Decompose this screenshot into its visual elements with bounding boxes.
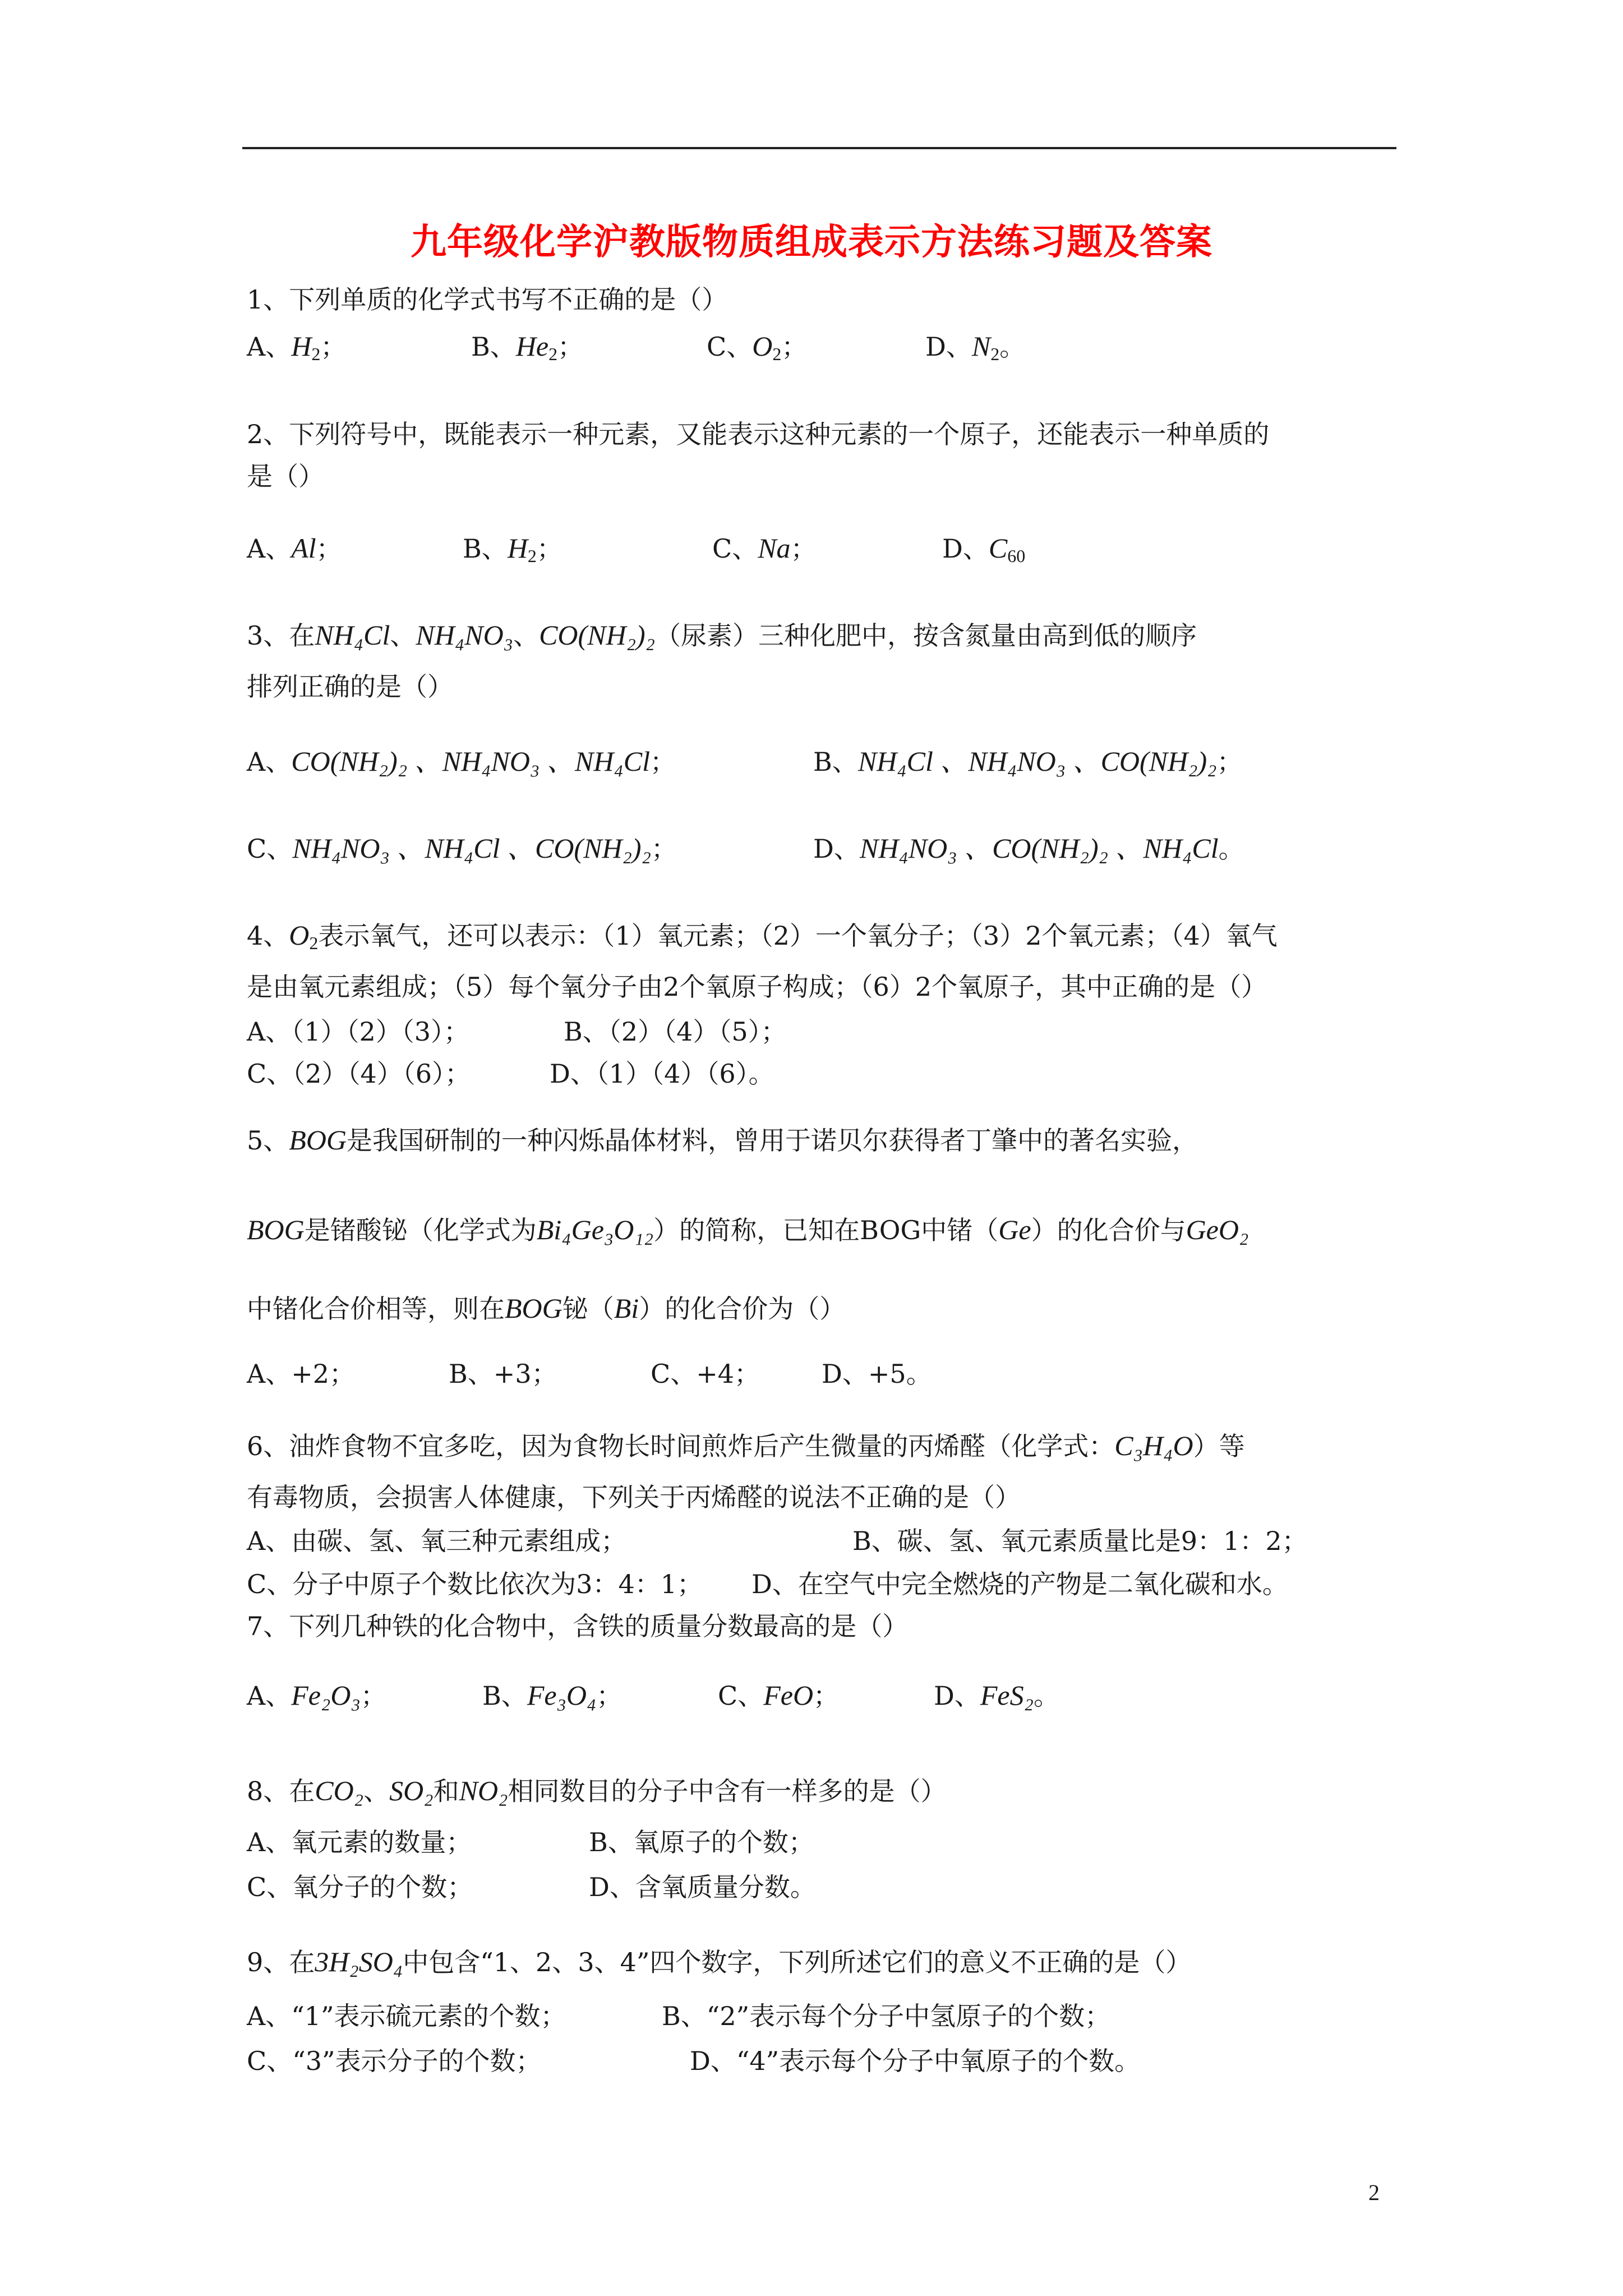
page-number: 2 <box>1368 2180 1380 2205</box>
q7-stem: 7、下列几种铁的化合物中，含铁的质量分数最高的是（） <box>247 1611 909 1641</box>
q2-stem-1: 2、下列符号中，既能表示一种元素，又能表示这种元素的一个原子，还能表示一种单质的 <box>247 419 1270 449</box>
q6-stem-1: 6、油炸食物不宜多吃，因为食物长时间煎炸后产生微量的丙烯醛（化学式：C₃H₄O）等 <box>247 1430 1245 1461</box>
q1-stem: 1、下列单质的化学式书写不正确的是（） <box>247 284 728 315</box>
q6-stem-2: 有毒物质，会损害人体健康，下列关于丙烯醛的说法不正确的是（） <box>247 1482 1021 1512</box>
q2-stem-2: 是（） <box>247 461 324 491</box>
q5-stem-3: 中锗化合价相等，则在BOG铋（Bi）的化合价为（） <box>247 1292 846 1324</box>
document-title: 九年级化学沪教版物质组成表示方法练习题及答案 <box>411 221 1212 263</box>
q4-stem-2: 是由氧元素组成；（5）每个氧分子由2个氧原子构成；（6）2个氧原子，其中正确的是（） <box>247 972 1267 1002</box>
header-rule <box>242 147 1396 149</box>
q4-stem-1: 4、$O_2$表示氧气，还可以表示：（1）氧元素；（2）一个氧分子；（3）2个氧元素；（4）氧气 <box>247 919 1278 953</box>
q5-stem-2: BOG是锗酸铋（化学式为Bi₄Ge₃O₁₂）的简称，已知在BOG中锗（Ge）的化合价与GeO₂ <box>247 1214 1249 1245</box>
q3-stem-2: 排列正确的是（） <box>247 671 453 702</box>
q9-stem: 9、在3H₂SO₄中包含“1、2、3、4”四个数字，下列所述它们的意义不正确的是（） <box>247 1946 1192 1977</box>
q3-stem-1: 3、在NH₄Cl、NH₄NO₃、CO(NH₂)₂（尿素）三种化肥中，按含氮量由高到低的顺序 <box>247 619 1197 651</box>
q8-stem: 8、在CO₂、SO₂和NO₂相同数目的分子中含有一样多的是（） <box>247 1775 947 1806</box>
q5-stem-1: 5、BOG是我国研制的一种闪烁晶体材料，曾用于诺贝尔获得者丁肇中的著名实验， <box>247 1124 1198 1156</box>
